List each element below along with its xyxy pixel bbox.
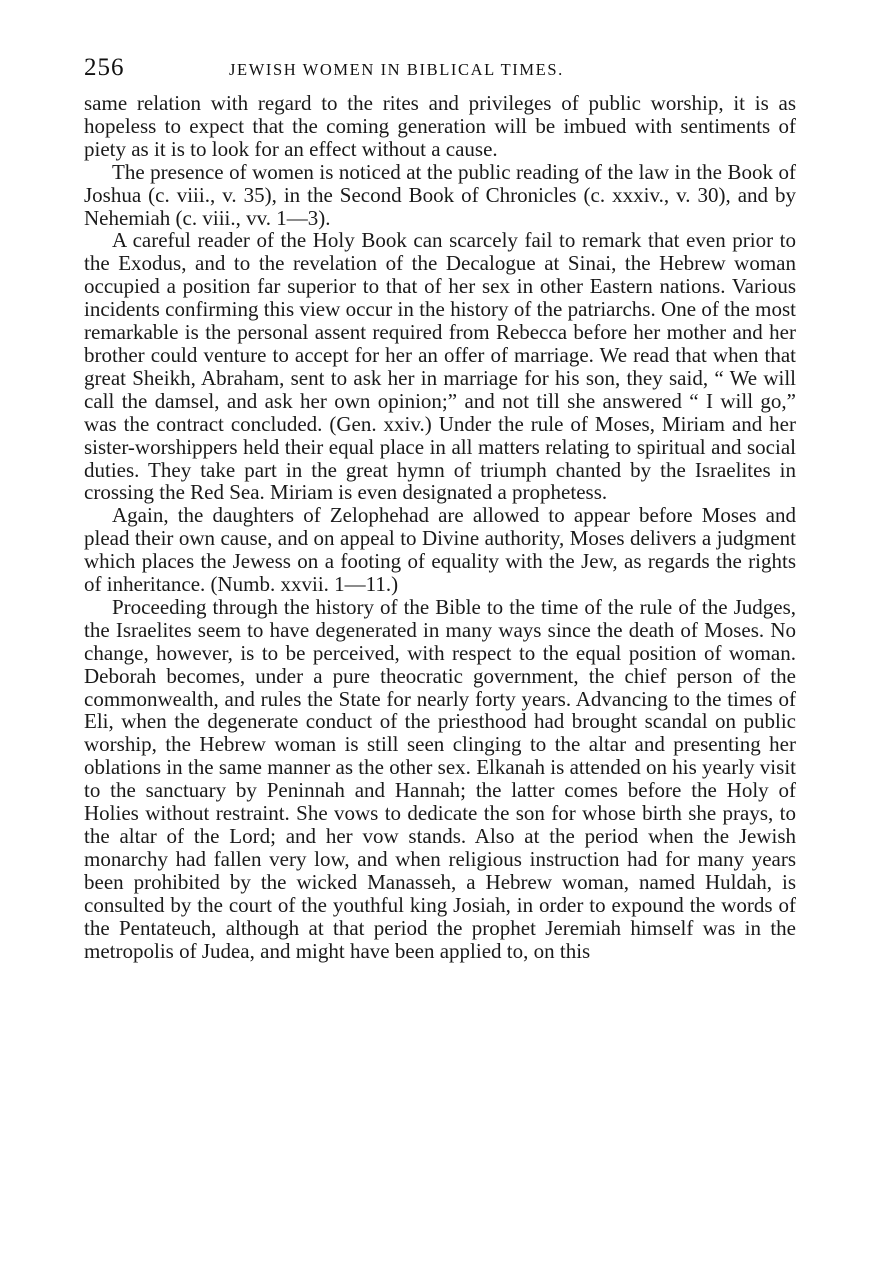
running-title: JEWISH WOMEN IN BIBLICAL TIMES. <box>229 60 564 79</box>
book-page <box>84 52 796 962</box>
running-head <box>84 52 796 92</box>
paragraph-public-reading: The presence of women is noticed at the public reading of the law in the Book of Joshua (c. viii., v. 35), in the Second Book of Chronicles (c. xxxiv., v. 30), and by Nehemiah (c. viii., vv. 1—3). <box>84 159 796 230</box>
paragraph-zelophehad: Again, the daughters of Zelophehad are allowed to appear before Moses and plead their own cause, and on appeal to Divine authority, Moses delivers a judgment which places the Jewess on a footing of equality with the Jew, as regards the rights of inheritance. (Numb. xxvii. 1—11.) <box>84 503 796 597</box>
body-text <box>84 92 796 962</box>
paragraph-continuation: same relation with regard to the rites and privileges of public worship, it is as hopeless to expect that the coming generation will be imbued with sentiments of piety as it is to look for an effect without a cause. <box>84 91 796 161</box>
paragraph-judges: Proceeding through the history of the Bible to the time of the rule of the Judges, the Israelites seem to have degenerated in many ways since the death of Moses. No change, however, is to be perceived, with respect to the equal position of woman. Deborah becomes, under a pure theocratic government, the chief person of the commonwealth, and rules the State for nearly forty years. Advancing to the times of Eli, when the degenerate conduct of the priesthood had brought scandal on public worship, the Hebrew woman is still seen clinging to the altar and presenting her oblations in the same manner as the other sex. Elkanah is attended on his yearly visit to the sanctuary by Peninnah and Hannah; the latter comes before the Holy of Holies without restraint. She vows to dedicate the son for whose birth she prays, to the altar of the Lord; and her vow stands. Also at the period when the Jewish monarchy had fallen very low, and when religious instruction had for many years been prohibited by the wicked Manasseh, a Hebrew woman, named Huldah, is consulted by the court of the youthful king Josiah, in order to expound the words of the Pentateuch, although at that period the prophet Jeremiah himself was in the metropolis of Judea, and might have been applied to, on this <box>84 594 796 963</box>
page-number: 256 <box>84 54 125 81</box>
paragraph-patriarchs: A careful reader of the Holy Book can scarcely fail to remark that even prior to the Exodus, and to the revelation of the Decalogue at Sinai, the Hebrew woman occupied a position far superior to that of her sex in other Eastern nations. Various incidents confirming this view occur in the history of the patriarchs. One of the most remarkable is the personal assent required from Rebecca before her mother and her brother could venture to accept for her an offer of marriage. We read that when that great Sheikh, Abraham, sent to ask her in marriage for his son, they said, “ We will call the damsel, and ask her own opinion;” and not till she answered “ I will go,” was the contract concluded. (Gen. xxiv.) Under the rule of Moses, Miriam and her sister-worshippers held their equal place in all matters relating to spiritual and social duties. They take part in the great hymn of triumph chanted by the Israelites in crossing the Red Sea. Miriam is even designated a prophetess. <box>84 228 796 505</box>
